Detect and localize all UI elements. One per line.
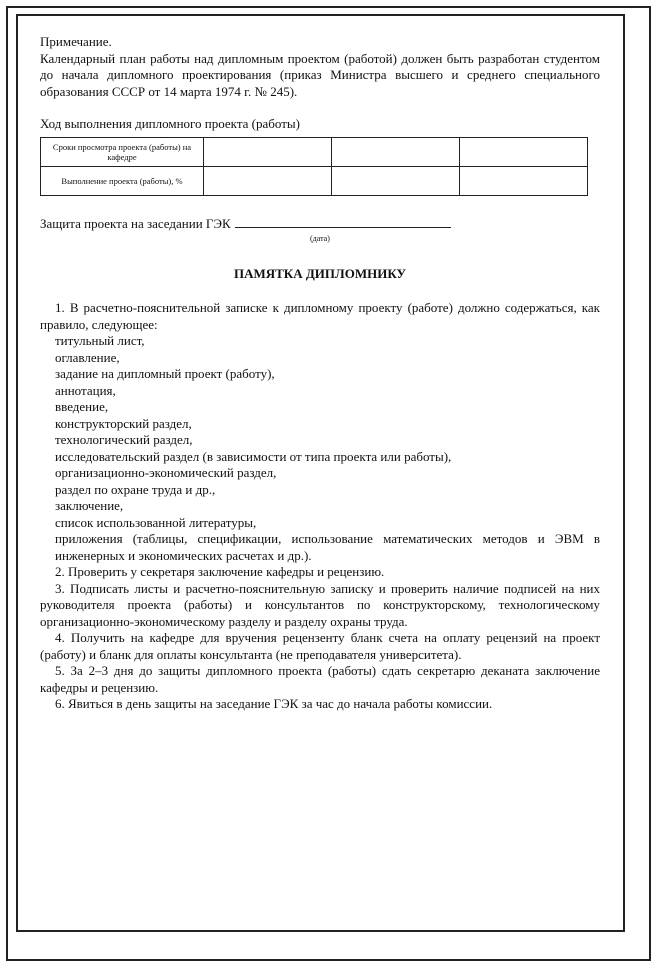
list-item: оглавление, — [55, 349, 120, 365]
memo-item-2: 2. Проверить у секретаря заключение кафедры и рецензию. — [55, 564, 385, 579]
list-item: задание на дипломный проект (работу), — [55, 366, 275, 381]
table-row — [41, 166, 588, 195]
memo-item-3: 3. Подписать листы и расчетно-пояснительную записку и проверить наличие подписей на них руководителя проекта (работы) и консультантов по конструкторскому, технологическому организационно-экономическому разделу и разделу охраны труда. — [40, 580, 600, 629]
progress-title: Ход выполнения дипломного проекта (работы) — [40, 116, 300, 131]
document-body — [40, 34, 600, 713]
defense-line — [40, 214, 600, 244]
memo-item-1: 1. В расчетно-пояснительной записке к дипломному проекту (работе) должно содержаться, как правило, следующее: — [40, 300, 600, 332]
progress-row-label: Выполнение проекта (работы), % — [41, 166, 204, 195]
list-item: приложения (таблицы, спецификации, использование математических методов и ЭВМ в инженерных и экономических расчетах и др.). — [55, 531, 600, 563]
progress-cell[interactable] — [204, 166, 332, 195]
progress-table — [40, 137, 588, 196]
memo-item-4: 4. Получить на кафедре для вручения рецензенту бланк счета на оплату рецензий на проект (работу) и бланк для оплаты консультанта (не преподавателя университета). — [40, 630, 600, 662]
progress-cell[interactable] — [460, 137, 588, 166]
memo-title: ПАМЯТКА ДИПЛОМНИКУ — [233, 265, 407, 281]
list-item: заключение, — [55, 498, 124, 513]
note-title: Примечание. — [40, 34, 112, 49]
memo-item-6: 6. Явиться в день защиты на заседание ГЭК за час до начала работы комиссии. — [55, 696, 493, 711]
list-item: организационно-экономический раздел, — [55, 465, 277, 480]
memo-item-5: 5. За 2–3 дня до защиты дипломного проекта (работы) сдать секретарю деканата заключение кафедры и рецензию. — [40, 663, 600, 695]
defense-label: Защита проекта на заседании ГЭК — [40, 215, 231, 231]
progress-cell[interactable] — [460, 166, 588, 195]
list-item: технологический раздел, — [55, 432, 193, 447]
list-item: титульный лист, — [55, 333, 145, 348]
table-row — [41, 137, 588, 166]
progress-cell[interactable] — [332, 137, 460, 166]
date-caption: (дата) — [310, 233, 330, 243]
list-item: раздел по охране труда и др., — [55, 481, 216, 497]
note-text: Календарный план работы над дипломным проектом (работой) должен быть разработан студентом до начала дипломного проектирования (приказ Министра высшего и среднего специального образования СССР от 14 марта 1974 г. № 245). — [40, 50, 600, 99]
list-item: аннотация, — [55, 382, 116, 398]
progress-cell[interactable] — [204, 137, 332, 166]
list-item: введение, — [55, 399, 109, 414]
list-item: конструкторский раздел, — [55, 415, 192, 431]
defense-date-field[interactable] — [235, 214, 451, 228]
list-item: список использованной литературы, — [55, 514, 257, 530]
progress-row-label: Сроки просмотра проекта (работы) на кафедре — [41, 137, 204, 166]
progress-cell[interactable] — [332, 166, 460, 195]
contents-list — [40, 333, 600, 564]
list-item: исследовательский раздел (в зависимости от типа проекта или работы), — [55, 448, 452, 464]
